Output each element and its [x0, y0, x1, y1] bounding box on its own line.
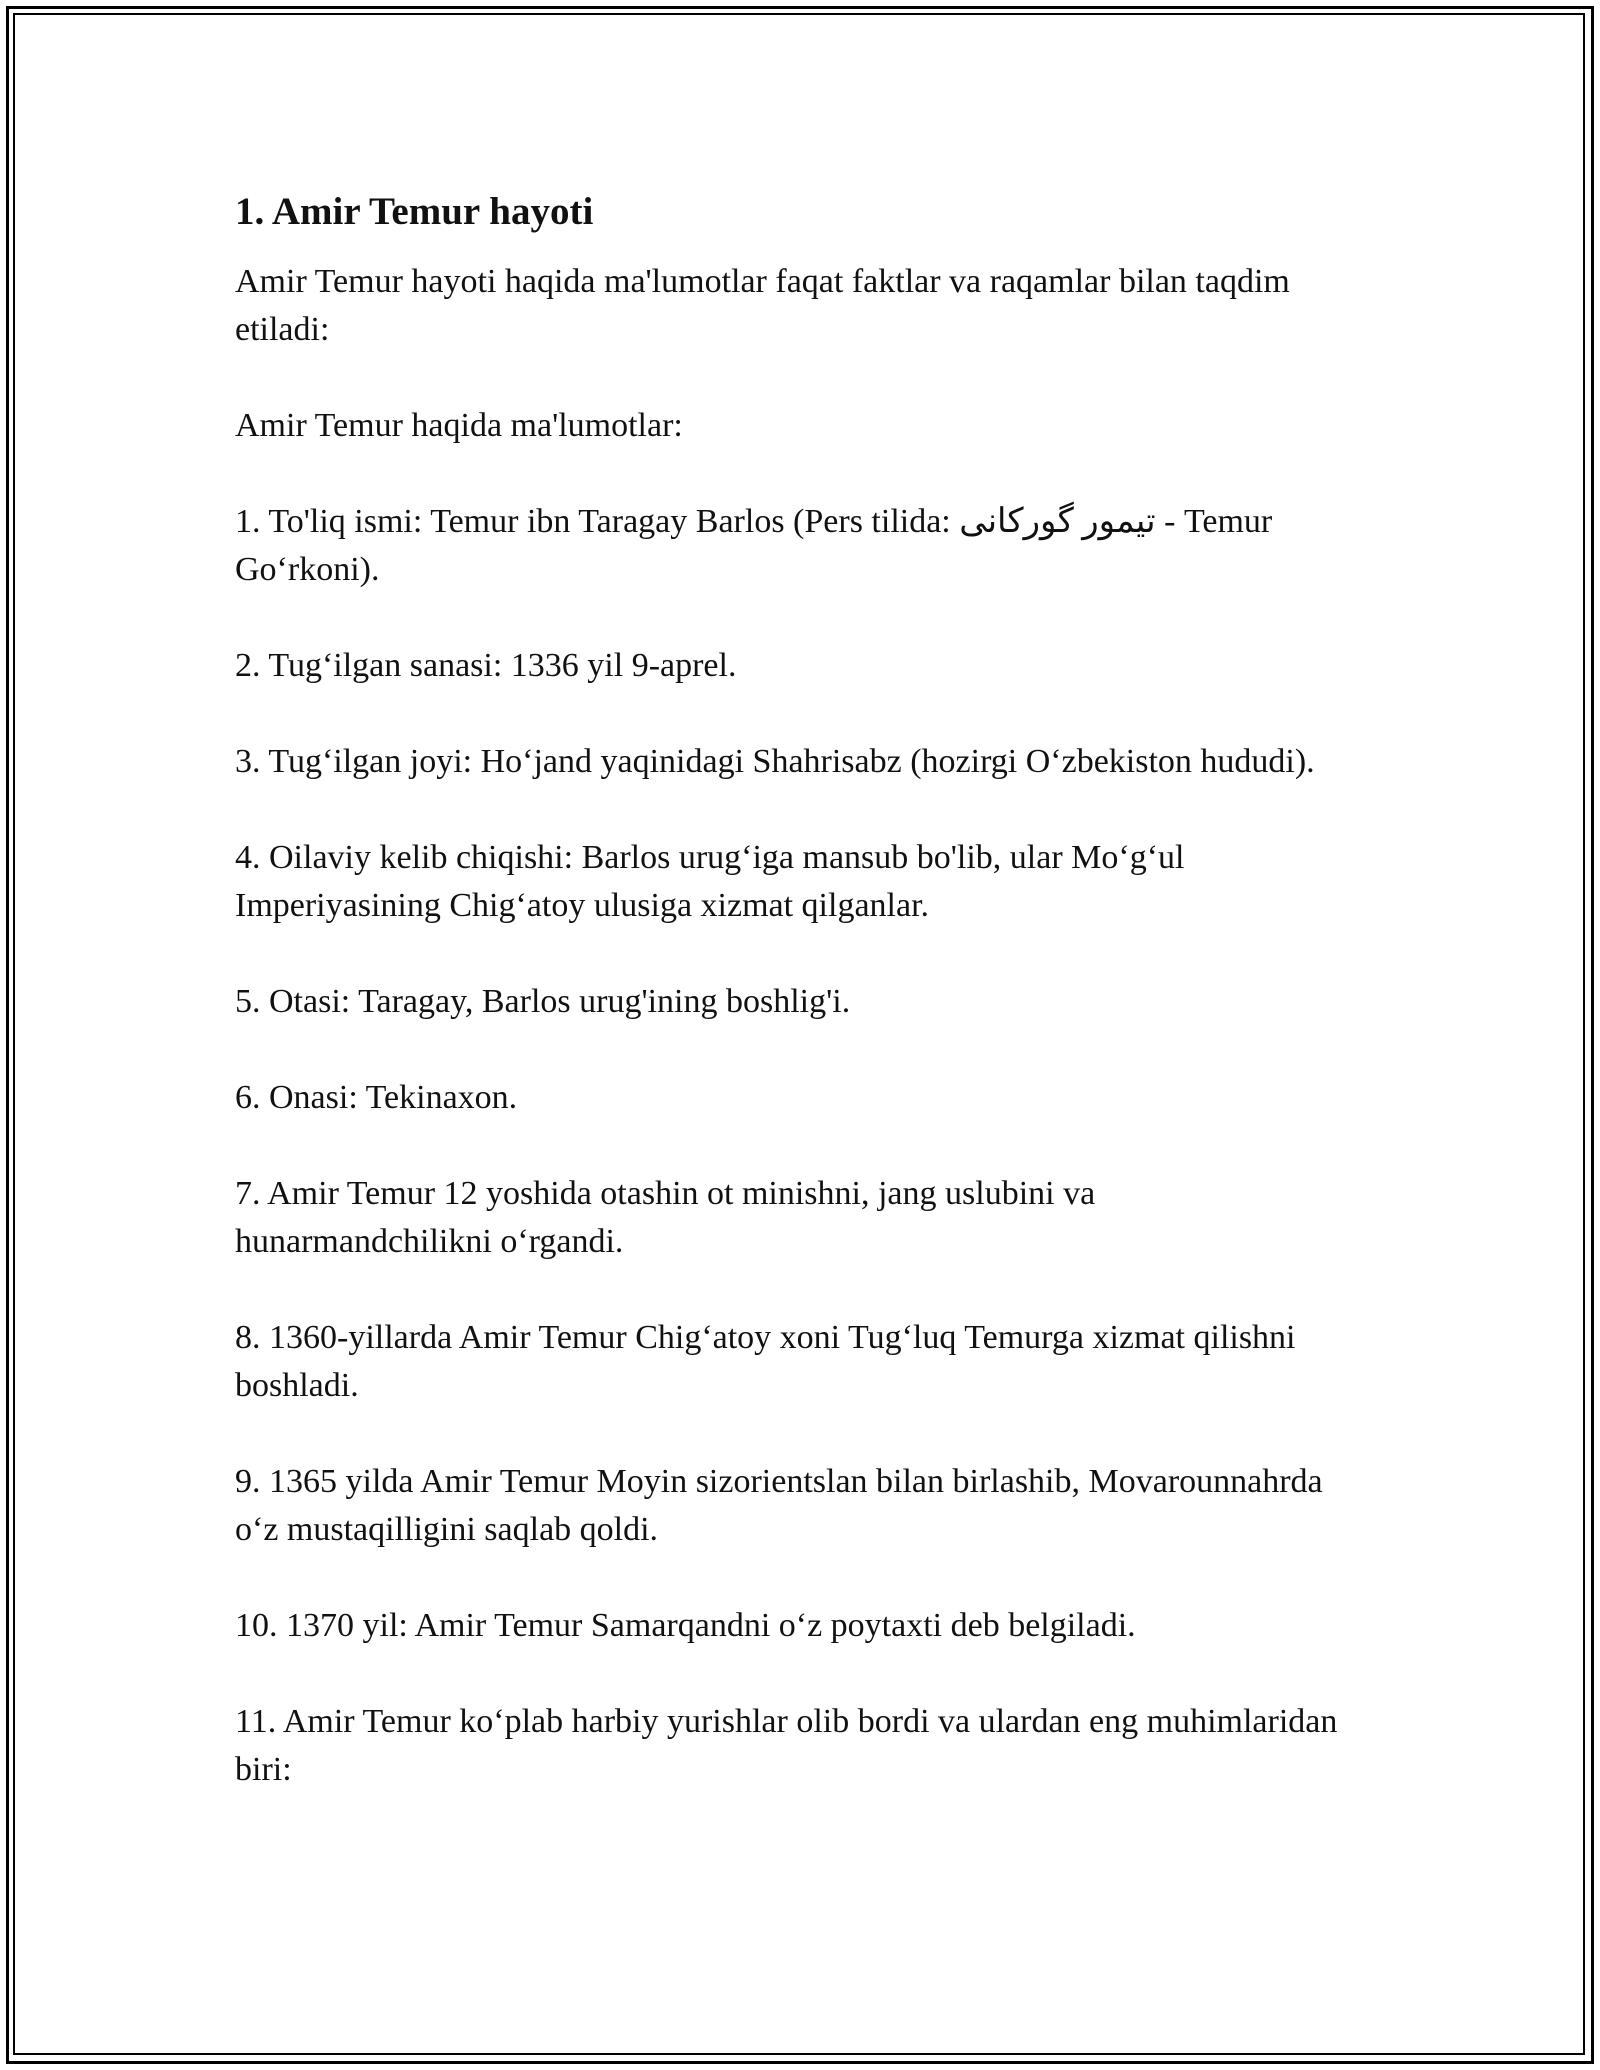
persian-name: تیمور گورکانی — [959, 503, 1156, 540]
fact-item-2: 2. Tug‘ilgan sanasi: 1336 yil 9-aprel. — [235, 647, 737, 684]
fact-item-10: 10. 1370 yil: Amir Temur Samarqandni o‘z poytaxti deb belgiladi. — [235, 1607, 1136, 1644]
fact-item-1 — [235, 498, 1360, 594]
intro-paragraph: Amir Temur hayoti haqida ma'lumotlar faqat faktlar va raqamlar bilan taqdim etiladi: — [235, 263, 1290, 348]
fact-item-1-before: 1. To'liq ismi: Temur ibn Taragay Barlos (Pers tilida: — [235, 503, 960, 540]
fact-item-8: 8. 1360-yillarda Amir Temur Chig‘atoy xoni Tug‘luq Temurga xizmat qilishni boshladi. — [235, 1319, 1296, 1404]
document-body — [235, 186, 1360, 1842]
fact-item-1-after: - Temur Go‘rkoni). — [235, 503, 1273, 588]
fact-item-11: 11. Amir Temur ko‘plab harbiy yurishlar olib bordi va ulardan eng muhimlaridan biri: — [235, 1703, 1338, 1788]
fact-item-9: 9. 1365 yilda Amir Temur Moyin sizorientslan bilan birlashib, Movarounnahrda o‘z mustaqilligini saqlab qoldi. — [235, 1463, 1323, 1548]
fact-item-4: 4. Oilaviy kelib chiqishi: Barlos urug‘iga mansub bo'lib, ular Mo‘g‘ul Imperiyasining Chig‘atoy ulusiga xizmat qilganlar. — [235, 839, 1185, 924]
fact-item-5: 5. Otasi: Taragay, Barlos urug'ining boshlig'i. — [235, 983, 851, 1020]
facts-subheading: Amir Temur haqida ma'lumotlar: — [235, 407, 683, 444]
section-heading: 1. Amir Temur hayoti — [235, 190, 594, 233]
fact-item-3: 3. Tug‘ilgan joyi: Ho‘jand yaqinidagi Shahrisabz (hozirgi O‘zbekiston hududi). — [235, 743, 1315, 780]
fact-item-6: 6. Onasi: Tekinaxon. — [235, 1079, 518, 1116]
fact-item-7: 7. Amir Temur 12 yoshida otashin ot minishni, jang uslubini va hunarmandchilikni o‘rgandi. — [235, 1175, 1096, 1260]
